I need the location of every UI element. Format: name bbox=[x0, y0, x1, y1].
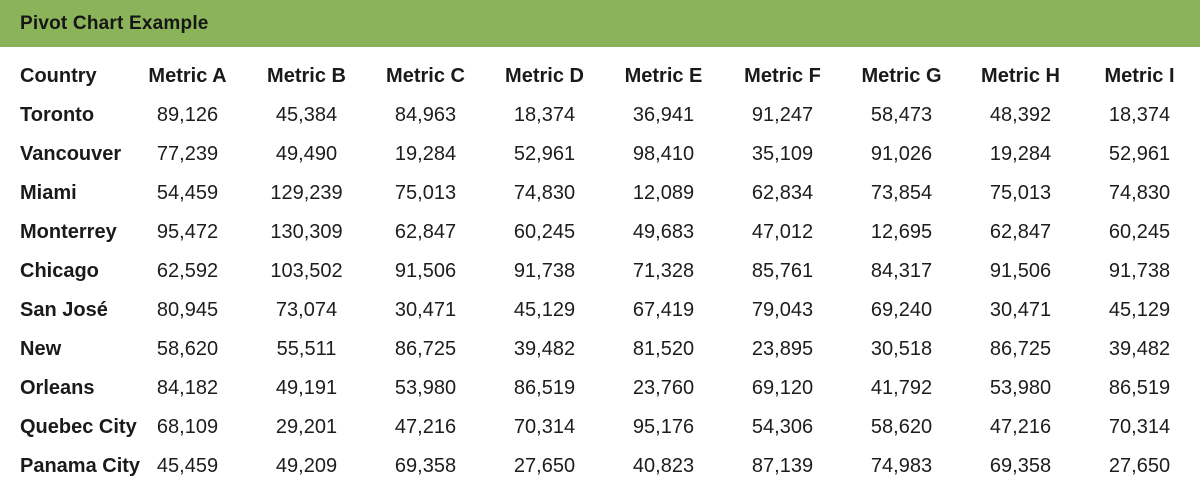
table-cell: 62,847 bbox=[394, 221, 457, 243]
row-label: Quebec City bbox=[20, 416, 137, 438]
table-cell: 86,725 bbox=[394, 338, 457, 360]
table-cell: 69,240 bbox=[870, 299, 933, 321]
table-cell: 47,216 bbox=[394, 416, 457, 438]
page-title: Pivot Chart Example bbox=[20, 12, 209, 34]
column-header-metric-f: Metric F bbox=[744, 65, 821, 87]
table-cell: 30,518 bbox=[870, 338, 933, 360]
table-cell: 62,592 bbox=[156, 260, 219, 282]
table-cell: 41,792 bbox=[870, 377, 933, 399]
table-cell: 19,284 bbox=[394, 143, 457, 165]
table-row bbox=[0, 213, 1199, 252]
table-cell: 98,410 bbox=[632, 143, 695, 165]
table-cell: 45,129 bbox=[1108, 299, 1171, 321]
table-cell: 23,760 bbox=[632, 377, 695, 399]
table-cell: 130,309 bbox=[270, 221, 343, 243]
column-header-metric-g: Metric G bbox=[861, 65, 942, 87]
row-label: Orleans bbox=[20, 377, 95, 399]
table-cell: 70,314 bbox=[513, 416, 576, 438]
table-cell: 68,109 bbox=[156, 416, 219, 438]
table-cell: 103,502 bbox=[270, 260, 343, 282]
table-cell: 30,471 bbox=[989, 299, 1052, 321]
table-cell: 58,620 bbox=[870, 416, 933, 438]
table-cell: 58,473 bbox=[870, 104, 933, 126]
column-header-metric-h: Metric H bbox=[981, 65, 1060, 87]
title-bar bbox=[0, 0, 1200, 47]
table-cell: 74,830 bbox=[513, 182, 576, 204]
table-cell: 19,284 bbox=[989, 143, 1052, 165]
column-header-country: Country bbox=[20, 65, 97, 87]
table-row bbox=[0, 447, 1199, 486]
table-cell: 23,895 bbox=[751, 338, 814, 360]
table-cell: 35,109 bbox=[751, 143, 814, 165]
table-cell: 60,245 bbox=[513, 221, 576, 243]
column-header-metric-i: Metric I bbox=[1104, 65, 1175, 87]
table-cell: 36,941 bbox=[632, 104, 695, 126]
table-cell: 91,738 bbox=[1108, 260, 1171, 282]
table-cell: 45,459 bbox=[156, 455, 219, 477]
table-cell: 89,126 bbox=[156, 104, 219, 126]
table-cell: 81,520 bbox=[632, 338, 695, 360]
table-row bbox=[0, 408, 1199, 447]
row-label: Monterrey bbox=[20, 221, 117, 243]
table-cell: 55,511 bbox=[276, 338, 337, 360]
row-label: New bbox=[20, 338, 62, 360]
table-cell: 39,482 bbox=[1108, 338, 1171, 360]
table-cell: 40,823 bbox=[632, 455, 695, 477]
table-cell: 75,013 bbox=[989, 182, 1052, 204]
table-cell: 53,980 bbox=[394, 377, 457, 399]
table-cell: 49,490 bbox=[275, 143, 338, 165]
table-cell: 52,961 bbox=[513, 143, 576, 165]
column-header-metric-e: Metric E bbox=[624, 65, 703, 87]
table-row bbox=[0, 135, 1199, 174]
table-cell: 58,620 bbox=[156, 338, 219, 360]
table-cell: 95,472 bbox=[156, 221, 219, 243]
table-cell: 29,201 bbox=[275, 416, 338, 438]
table-cell: 91,506 bbox=[394, 260, 457, 282]
table-cell: 84,182 bbox=[156, 377, 219, 399]
table-cell: 73,074 bbox=[275, 299, 338, 321]
table-cell: 45,384 bbox=[275, 104, 338, 126]
table-cell: 60,245 bbox=[1108, 221, 1171, 243]
row-label: Vancouver bbox=[20, 143, 122, 165]
table-cell: 86,519 bbox=[1108, 377, 1171, 399]
table-cell: 80,945 bbox=[156, 299, 219, 321]
table-cell: 67,419 bbox=[632, 299, 695, 321]
table-cell: 73,854 bbox=[870, 182, 933, 204]
table-cell: 91,738 bbox=[513, 260, 576, 282]
table-cell: 71,328 bbox=[632, 260, 695, 282]
column-header-metric-d: Metric D bbox=[505, 65, 584, 87]
table-cell: 86,519 bbox=[513, 377, 576, 399]
table-cell: 129,239 bbox=[270, 182, 343, 204]
table-cell: 49,209 bbox=[275, 455, 338, 477]
table-cell: 69,358 bbox=[989, 455, 1052, 477]
table-cell: 27,650 bbox=[513, 455, 576, 477]
table-cell: 27,650 bbox=[1108, 455, 1171, 477]
table-cell: 85,761 bbox=[751, 260, 814, 282]
table-cell: 69,120 bbox=[751, 377, 814, 399]
table-cell: 86,725 bbox=[989, 338, 1052, 360]
pivot-table bbox=[0, 57, 1199, 486]
table-cell: 70,314 bbox=[1108, 416, 1171, 438]
table-cell: 39,482 bbox=[513, 338, 576, 360]
table-cell: 84,963 bbox=[394, 104, 457, 126]
header-row bbox=[0, 57, 1199, 96]
table-cell: 91,247 bbox=[751, 104, 814, 126]
row-label: San José bbox=[20, 299, 108, 321]
table-row bbox=[0, 330, 1199, 369]
table-cell: 74,983 bbox=[870, 455, 933, 477]
table-cell: 48,392 bbox=[989, 104, 1052, 126]
column-header-metric-a: Metric A bbox=[148, 65, 227, 87]
table-cell: 18,374 bbox=[1108, 104, 1171, 126]
row-label: Panama City bbox=[20, 455, 141, 477]
table-cell: 84,317 bbox=[870, 260, 933, 282]
table-row bbox=[0, 252, 1199, 291]
table-cell: 49,683 bbox=[632, 221, 695, 243]
table-row bbox=[0, 174, 1199, 213]
row-label: Toronto bbox=[20, 104, 95, 126]
table-cell: 54,306 bbox=[751, 416, 814, 438]
table-cell: 47,012 bbox=[751, 221, 814, 243]
table-cell: 77,239 bbox=[156, 143, 219, 165]
table-row bbox=[0, 96, 1199, 135]
table-cell: 18,374 bbox=[513, 104, 576, 126]
table-cell: 54,459 bbox=[156, 182, 219, 204]
table-cell: 53,980 bbox=[989, 377, 1052, 399]
table-cell: 52,961 bbox=[1108, 143, 1171, 165]
column-header-metric-c: Metric C bbox=[386, 65, 465, 87]
column-header-metric-b: Metric B bbox=[267, 65, 346, 87]
table-cell: 47,216 bbox=[989, 416, 1052, 438]
table-cell: 79,043 bbox=[751, 299, 814, 321]
table-cell: 91,026 bbox=[870, 143, 933, 165]
table-cell: 45,129 bbox=[513, 299, 576, 321]
table-row bbox=[0, 291, 1199, 330]
table-cell: 12,089 bbox=[632, 182, 695, 204]
row-label: Chicago bbox=[20, 260, 99, 282]
table-cell: 95,176 bbox=[632, 416, 695, 438]
table-cell: 74,830 bbox=[1108, 182, 1171, 204]
table-cell: 69,358 bbox=[394, 455, 457, 477]
table-row bbox=[0, 369, 1199, 408]
table-cell: 91,506 bbox=[989, 260, 1052, 282]
row-label: Miami bbox=[20, 182, 77, 204]
table-cell: 75,013 bbox=[394, 182, 457, 204]
table-cell: 62,834 bbox=[751, 182, 814, 204]
table-cell: 62,847 bbox=[989, 221, 1052, 243]
table-cell: 87,139 bbox=[751, 455, 814, 477]
table-cell: 49,191 bbox=[275, 377, 338, 399]
table-cell: 12,695 bbox=[870, 221, 933, 243]
table-cell: 30,471 bbox=[394, 299, 457, 321]
